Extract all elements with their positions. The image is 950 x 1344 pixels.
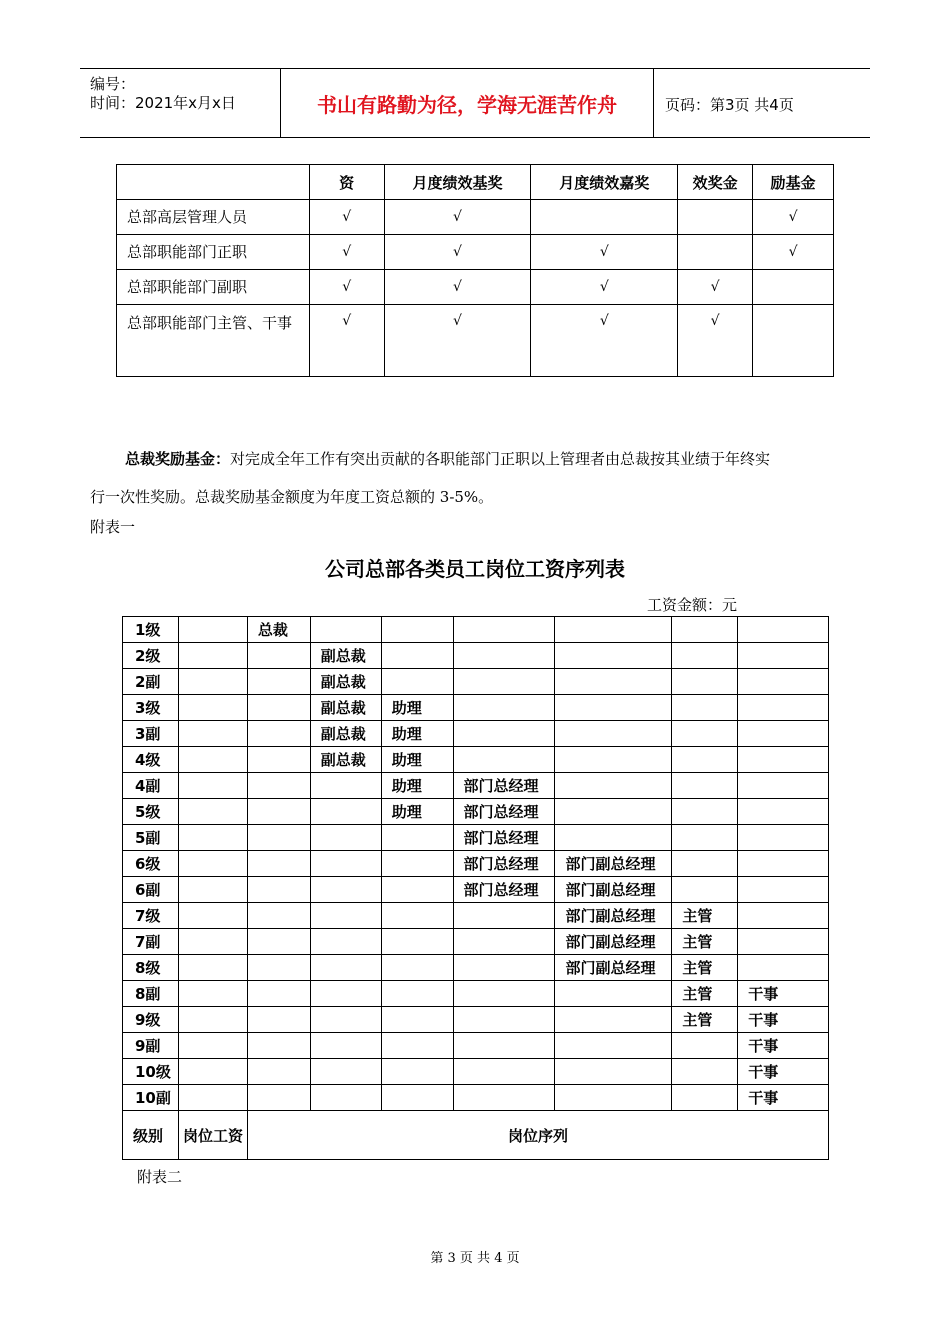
position-cell: 主管: [672, 929, 738, 955]
level-cell: 5副: [123, 825, 179, 851]
position-cell: [247, 825, 310, 851]
position-cell: [453, 643, 555, 669]
position-cell: 副总裁: [310, 721, 381, 747]
position-cell: 主管: [672, 1007, 738, 1033]
table-row: [117, 270, 834, 305]
table-row: [123, 669, 829, 695]
position-cell: [381, 877, 453, 903]
position-cell: [310, 877, 381, 903]
position-cell: [555, 1033, 672, 1059]
check-cell: [753, 270, 834, 305]
level-cell: 10副: [123, 1085, 179, 1111]
position-cell: [738, 747, 829, 773]
position-cell: 主管: [672, 955, 738, 981]
table-row: [123, 981, 829, 1007]
table-row: [123, 877, 829, 903]
salary-cell: [178, 643, 247, 669]
salary-cell: [178, 721, 247, 747]
salary-cell: [178, 747, 247, 773]
table-row: [123, 617, 829, 643]
check-cell: √: [678, 270, 753, 305]
position-cell: 部门总经理: [453, 877, 555, 903]
position-cell: [738, 695, 829, 721]
footer-sequence: 岗位序列: [247, 1111, 828, 1160]
salary-cell: [178, 955, 247, 981]
position-cell: 助理: [381, 747, 453, 773]
position-cell: 部门总经理: [453, 825, 555, 851]
position-cell: [247, 877, 310, 903]
level-cell: 6级: [123, 851, 179, 877]
header-page-info: 页码：第3页 共4页: [665, 96, 794, 114]
column-header: 励基金: [753, 165, 834, 200]
position-cell: 副总裁: [310, 669, 381, 695]
position-cell: [453, 929, 555, 955]
level-cell: 9级: [123, 1007, 179, 1033]
check-cell: √: [309, 270, 384, 305]
level-cell: 5级: [123, 799, 179, 825]
position-cell: [738, 773, 829, 799]
position-cell: [555, 799, 672, 825]
position-cell: 副总裁: [310, 695, 381, 721]
position-cell: [738, 617, 829, 643]
position-cell: 干事: [738, 1007, 829, 1033]
position-cell: [310, 955, 381, 981]
position-cell: [310, 617, 381, 643]
position-cell: [672, 1033, 738, 1059]
position-cell: [310, 1085, 381, 1111]
paragraph-line-2: 行一次性奖励。总裁奖励基金额度为年度工资总额的 3-5%。: [90, 488, 494, 506]
check-cell: √: [384, 235, 531, 270]
salary-cell: [178, 929, 247, 955]
table-row: [123, 1085, 829, 1111]
check-cell: √: [678, 305, 753, 377]
level-cell: 9副: [123, 1033, 179, 1059]
table-row: [117, 235, 834, 270]
position-cell: [381, 981, 453, 1007]
position-cell: [310, 1033, 381, 1059]
position-cell: [247, 1007, 310, 1033]
position-cell: 助理: [381, 695, 453, 721]
salary-unit-note: 工资金额：元: [647, 596, 738, 614]
position-cell: [247, 643, 310, 669]
position-cell: 部门总经理: [453, 851, 555, 877]
position-cell: 副总裁: [310, 643, 381, 669]
position-cell: [310, 1059, 381, 1085]
table-row: [123, 903, 829, 929]
position-cell: [310, 1007, 381, 1033]
salary-cell: [178, 617, 247, 643]
position-cell: [555, 1007, 672, 1033]
position-cell: [453, 981, 555, 1007]
table-row: [123, 1007, 829, 1033]
position-cell: [310, 851, 381, 877]
position-cell: [247, 799, 310, 825]
footer-salary: 岗位工资: [178, 1111, 247, 1160]
position-cell: 助理: [381, 799, 453, 825]
position-cell: [672, 643, 738, 669]
position-cell: [381, 617, 453, 643]
position-cell: [247, 1059, 310, 1085]
position-cell: [453, 721, 555, 747]
position-cell: [453, 903, 555, 929]
position-cell: [738, 929, 829, 955]
position-cell: 部门总经理: [453, 799, 555, 825]
position-cell: [247, 695, 310, 721]
position-cell: [672, 877, 738, 903]
column-header: 效奖金: [678, 165, 753, 200]
table-row: [123, 1059, 829, 1085]
header-motto: 书山有路勤为径，学海无涯苦作舟: [281, 69, 654, 137]
check-cell: [753, 305, 834, 377]
position-cell: [310, 903, 381, 929]
position-cell: [247, 669, 310, 695]
table-row: [123, 643, 829, 669]
position-cell: [453, 747, 555, 773]
salary-cell: [178, 981, 247, 1007]
position-cell: [738, 825, 829, 851]
table-row: [123, 825, 829, 851]
appendix-2-label: 附表二: [137, 1168, 183, 1186]
level-cell: 3副: [123, 721, 179, 747]
column-header: [117, 165, 310, 200]
check-cell: √: [753, 200, 834, 235]
table-row: [123, 721, 829, 747]
row-label: 总部职能部门副职: [117, 270, 310, 305]
level-cell: 6副: [123, 877, 179, 903]
position-cell: [672, 1059, 738, 1085]
table-row: [117, 200, 834, 235]
position-cell: [555, 721, 672, 747]
level-cell: 3级: [123, 695, 179, 721]
level-cell: 7级: [123, 903, 179, 929]
position-cell: 部门总经理: [453, 773, 555, 799]
salary-cell: [178, 1059, 247, 1085]
position-cell: [672, 617, 738, 643]
header-meta: [80, 69, 281, 137]
number-label: 编号：: [90, 75, 136, 93]
level-cell: 1级: [123, 617, 179, 643]
table-row: [123, 695, 829, 721]
position-cell: 部门副总经理: [555, 903, 672, 929]
level-cell: 2副: [123, 669, 179, 695]
position-cell: [738, 903, 829, 929]
position-cell: [453, 1085, 555, 1111]
salary-cell: [178, 1007, 247, 1033]
position-cell: [672, 825, 738, 851]
position-cell: [381, 851, 453, 877]
position-cell: [381, 669, 453, 695]
position-cell: [381, 929, 453, 955]
salary-cell: [178, 773, 247, 799]
position-cell: [381, 1085, 453, 1111]
level-cell: 7副: [123, 929, 179, 955]
position-cell: [738, 851, 829, 877]
position-cell: [672, 669, 738, 695]
position-cell: [310, 799, 381, 825]
position-cell: 干事: [738, 1085, 829, 1111]
salary-cell: [178, 695, 247, 721]
column-header: 月度绩效基奖: [384, 165, 531, 200]
appendix-1-label: 附表一: [90, 518, 136, 536]
table-row: [123, 773, 829, 799]
table-row: [117, 305, 834, 377]
position-cell: [555, 773, 672, 799]
salary-cell: [178, 669, 247, 695]
position-cell: [247, 721, 310, 747]
level-cell: 10级: [123, 1059, 179, 1085]
row-label: 总部职能部门正职: [117, 235, 310, 270]
level-cell: 8级: [123, 955, 179, 981]
row-label: 总部高层管理人员: [117, 200, 310, 235]
position-cell: [381, 955, 453, 981]
position-cell: 部门副总经理: [555, 929, 672, 955]
check-cell: √: [753, 235, 834, 270]
position-cell: [672, 851, 738, 877]
position-cell: [247, 1033, 310, 1059]
salary-cell: [178, 825, 247, 851]
table-row: [123, 929, 829, 955]
position-cell: [555, 695, 672, 721]
table-header-row: [117, 165, 834, 200]
table-row: [123, 1033, 829, 1059]
position-cell: [738, 669, 829, 695]
paragraph-line-1: 总裁奖励基金：对完成全年工作有突出贡献的各职能部门正职以上管理者由总裁按其业绩于年终实: [125, 450, 771, 468]
salary-cell: [178, 1033, 247, 1059]
position-cell: [310, 825, 381, 851]
position-cell: [247, 747, 310, 773]
position-cell: [738, 643, 829, 669]
check-cell: √: [531, 235, 678, 270]
column-header: 月度绩效嘉奖: [531, 165, 678, 200]
position-cell: 助理: [381, 721, 453, 747]
level-cell: 2级: [123, 643, 179, 669]
position-cell: 部门副总经理: [555, 877, 672, 903]
table-row: [123, 747, 829, 773]
time-label: 时间：2021年x月x日: [90, 94, 236, 112]
position-cell: 副总裁: [310, 747, 381, 773]
position-cell: 干事: [738, 1033, 829, 1059]
footer-level: 级别: [123, 1111, 179, 1160]
position-cell: [738, 721, 829, 747]
position-cell: [738, 799, 829, 825]
position-cell: [381, 1007, 453, 1033]
position-cell: 总裁: [247, 617, 310, 643]
table-row: [123, 955, 829, 981]
position-cell: [555, 825, 672, 851]
salary-cell: [178, 903, 247, 929]
level-cell: 8副: [123, 981, 179, 1007]
position-cell: [381, 643, 453, 669]
bonus-fund-paragraph: [90, 440, 870, 516]
level-cell: 4副: [123, 773, 179, 799]
position-cell: [310, 929, 381, 955]
position-cell: [453, 1007, 555, 1033]
position-cell: [555, 747, 672, 773]
position-cell: [555, 1059, 672, 1085]
position-cell: [672, 773, 738, 799]
position-cell: [738, 877, 829, 903]
position-cell: [555, 617, 672, 643]
salary-sequence-table: [122, 616, 829, 1160]
position-cell: [672, 799, 738, 825]
check-cell: √: [309, 305, 384, 377]
position-cell: [738, 955, 829, 981]
position-cell: [453, 1033, 555, 1059]
position-cell: [672, 1085, 738, 1111]
position-cell: [453, 669, 555, 695]
position-cell: [247, 903, 310, 929]
position-cell: [555, 643, 672, 669]
position-cell: [247, 851, 310, 877]
position-cell: [381, 1059, 453, 1085]
position-cell: [310, 981, 381, 1007]
position-cell: [555, 669, 672, 695]
position-cell: [247, 1085, 310, 1111]
position-cell: [453, 695, 555, 721]
check-cell: √: [309, 200, 384, 235]
bonus-fund-heading: 总裁奖励基金：: [125, 450, 231, 468]
position-cell: 主管: [672, 981, 738, 1007]
position-cell: [672, 721, 738, 747]
check-cell: √: [384, 270, 531, 305]
position-cell: [381, 825, 453, 851]
position-cell: 主管: [672, 903, 738, 929]
position-cell: [555, 981, 672, 1007]
position-cell: [247, 773, 310, 799]
position-cell: [555, 1085, 672, 1111]
page-number: 第 3 页 共 4 页: [430, 1251, 520, 1266]
check-cell: [531, 200, 678, 235]
position-cell: 部门副总经理: [555, 955, 672, 981]
check-cell: [678, 200, 753, 235]
position-cell: [247, 929, 310, 955]
check-cell: √: [384, 200, 531, 235]
position-cell: 干事: [738, 981, 829, 1007]
bonus-eligibility-table: [116, 164, 834, 377]
position-cell: [247, 955, 310, 981]
position-cell: 部门副总经理: [555, 851, 672, 877]
position-cell: [247, 981, 310, 1007]
position-cell: [381, 903, 453, 929]
check-cell: √: [309, 235, 384, 270]
level-cell: 4级: [123, 747, 179, 773]
salary-cell: [178, 1085, 247, 1111]
check-cell: √: [531, 305, 678, 377]
table-row: [123, 799, 829, 825]
salary-cell: [178, 877, 247, 903]
page-header: [80, 68, 870, 138]
column-header: 资: [309, 165, 384, 200]
position-cell: [453, 1059, 555, 1085]
check-cell: [678, 235, 753, 270]
salary-cell: [178, 799, 247, 825]
position-cell: [672, 747, 738, 773]
position-cell: 干事: [738, 1059, 829, 1085]
position-cell: 助理: [381, 773, 453, 799]
position-cell: [453, 955, 555, 981]
salary-cell: [178, 851, 247, 877]
position-cell: [453, 617, 555, 643]
position-cell: [381, 1033, 453, 1059]
check-cell: √: [531, 270, 678, 305]
row-label: 总部职能部门主管、干事: [117, 305, 310, 377]
salary-table-title: 公司总部各类员工岗位工资序列表: [325, 557, 625, 581]
position-cell: [672, 695, 738, 721]
position-cell: [310, 773, 381, 799]
check-cell: √: [384, 305, 531, 377]
table-row: [123, 851, 829, 877]
table-footer-row: [123, 1111, 829, 1160]
